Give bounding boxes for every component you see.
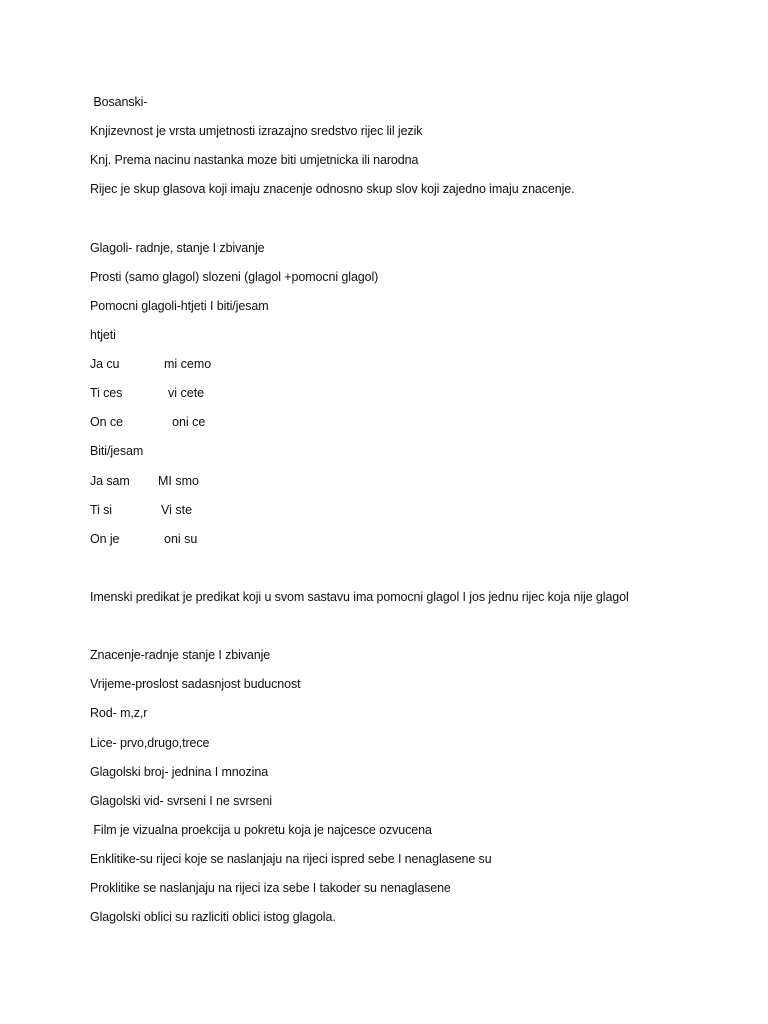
conjugation-singular: On ce <box>90 415 123 429</box>
conjugation-singular: Ja cu <box>90 357 120 371</box>
conjugation-plural: oni su <box>164 532 198 546</box>
paragraph-line: Znacenje-radnje stanje I zbivanje <box>90 648 271 662</box>
conjugation-plural: mi cemo <box>164 357 212 371</box>
paragraph-line: Enklitike-su rijeci koje se naslanjaju na rijeci ispred sebe I nenaglasene su <box>90 852 492 866</box>
doc-title: Bosanski- <box>90 95 148 109</box>
paragraph-line: Film je vizualna proekcija u pokretu koja je najcesce ozvucena <box>90 823 432 837</box>
paragraph-line: Glagoli- radnje, stanje I zbivanje <box>90 241 265 255</box>
paragraph-line: Glagolski vid- svrseni I ne svrseni <box>90 794 272 808</box>
paragraph-line: Knj. Prema nacinu nastanka moze biti umjetnicka ili narodna <box>90 153 419 167</box>
paragraph-line: Proklitike se naslanjaju na rijeci iza sebe I takoder su nenaglasene <box>90 881 451 895</box>
paragraph-line: Vrijeme-proslost sadasnjost buducnost <box>90 677 301 691</box>
conjugation-singular: Ti ces <box>90 386 123 400</box>
paragraph-line: Pomocni glagoli-htjeti I biti/jesam <box>90 299 269 313</box>
paragraph-line: Prosti (samo glagol) slozeni (glagol +pomocni glagol) <box>90 270 379 284</box>
conjugation-plural: MI smo <box>158 474 199 488</box>
conjugation-plural: oni ce <box>172 415 206 429</box>
paragraph-line: Rijec je skup glasova koji imaju znacenje odnosno skup slov koji zajedno imaju znacenje. <box>90 182 575 196</box>
conjugation-singular: Ti si <box>90 503 112 517</box>
paragraph-line: Glagolski broj- jednina I mnozina <box>90 765 269 779</box>
paragraph-line: Imenski predikat je predikat koji u svom sastavu ima pomocni glagol I jos jednu rijec koja nije glagol <box>90 590 629 604</box>
paragraph-line: Lice- prvo,drugo,trece <box>90 736 210 750</box>
conjugation-plural: vi cete <box>168 386 205 400</box>
conjugation-singular: Ja sam <box>90 474 130 488</box>
paragraph-line: Glagolski oblici su razliciti oblici istog glagola. <box>90 910 336 924</box>
conjugation-singular: On je <box>90 532 120 546</box>
conjugation-plural: Vi ste <box>161 503 193 517</box>
paragraph-line: Rod- m,z,r <box>90 706 148 720</box>
biti-heading: Biti/jesam <box>90 444 144 458</box>
htjeti-heading: htjeti <box>90 328 116 342</box>
paragraph-line: Knjizevnost je vrsta umjetnosti izrazajno sredstvo rijec lil jezik <box>90 124 423 138</box>
